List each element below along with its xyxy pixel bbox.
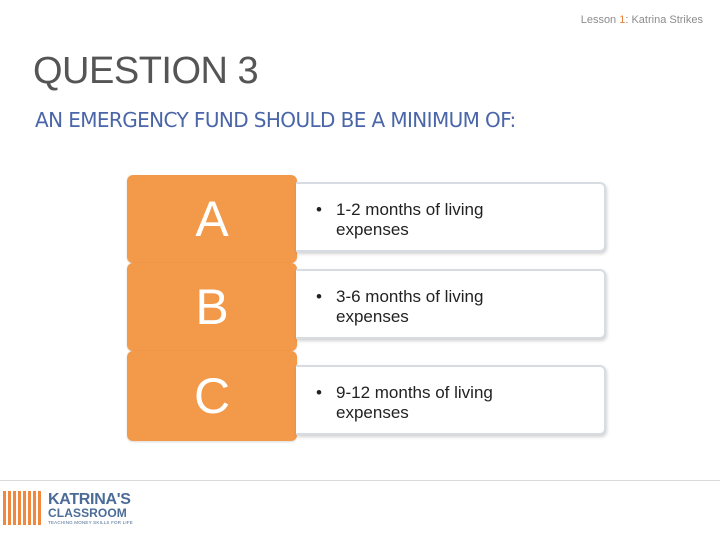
question-title: QUESTION 3 xyxy=(33,50,259,92)
option-a-text-line1: 1-2 months of living xyxy=(336,200,484,219)
logo-stripes-icon xyxy=(3,489,43,529)
option-a-box[interactable] xyxy=(296,182,606,252)
option-c-letter[interactable]: C xyxy=(127,351,297,441)
logo-name-line2: CLASSROOM xyxy=(48,506,127,520)
question-prompt: AN EMERGENCY FUND SHOULD BE A MINIMUM OF: xyxy=(35,108,516,132)
option-c-text-line1: 9-12 months of living xyxy=(336,383,493,402)
lesson-label xyxy=(581,14,703,26)
logo-name-line1: KATRINA'S xyxy=(48,491,131,508)
option-c-text-line2: expenses xyxy=(336,403,409,422)
option-a-text-line2: expenses xyxy=(336,220,409,239)
lesson-prefix: Lesson xyxy=(580,14,620,26)
logo-tagline: TEACHING MONEY SKILLS FOR LIFE xyxy=(48,520,133,525)
option-b-text-line2: expenses xyxy=(336,307,409,326)
option-b-letter[interactable]: B xyxy=(127,263,297,351)
bullet-icon: • xyxy=(316,383,322,402)
bullet-icon: • xyxy=(316,287,322,306)
bullet-icon: • xyxy=(316,200,322,219)
lesson-title: : Katrina Strikes xyxy=(625,14,703,26)
option-b-box[interactable] xyxy=(296,269,606,339)
option-b-text-line1: 3-6 months of living xyxy=(336,287,484,306)
katrinas-classroom-logo xyxy=(0,489,160,534)
option-a-letter[interactable]: A xyxy=(127,175,297,263)
footer-divider xyxy=(0,480,720,481)
option-c-box[interactable] xyxy=(296,365,606,435)
lesson-number: 1 xyxy=(619,14,626,26)
